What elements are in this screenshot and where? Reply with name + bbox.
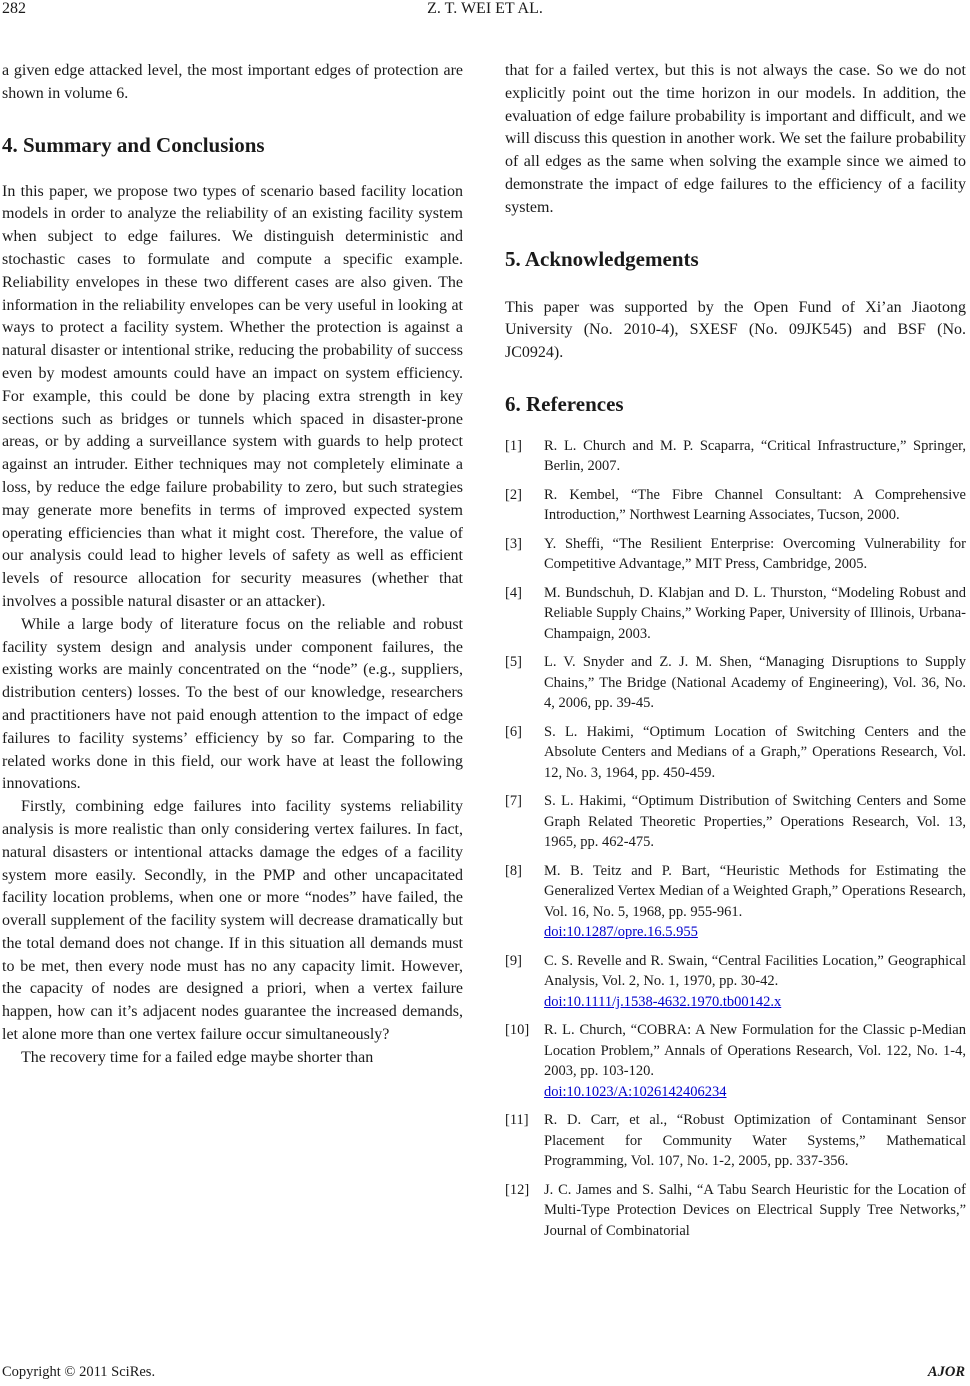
reference-number: [3]	[505, 535, 522, 552]
reference-number: [5]	[505, 654, 522, 671]
reference-number: [11]	[505, 1112, 529, 1129]
reference-number: [8]	[505, 862, 522, 879]
reference-item	[505, 1020, 966, 1102]
reference-text: C. S. Revelle and R. Swain, “Central Facilities Location,” Geographical Analysis, Vol. 2, No. 1, 1970, pp. 30-42.	[544, 952, 966, 990]
reference-item	[505, 722, 966, 784]
doi-link[interactable]: doi:10.1287/opre.16.5.955	[544, 924, 698, 941]
summary-paragraph-3: Firstly, combining edge failures into facility systems reliability analysis is more realistic than only considering vertex failures. In fact, natural disasters or intentional attacks damage the edges of a facility system more easily. Secondly, in the PMP and other uncapacitated facility location problems, when one or more “nodes” have failed, the overall supplement of the facility system will decrease dramatically but the total demand does not change. If in this situation all demands must to be met, then every node must has no any capacity limit. However, the capacity of nodes are designed a priori, when a vertex failure happen, how can it’s adjacent nodes guarantee the increased demands, let alone more than one vertex failure occur simultaneously?	[2, 798, 463, 1044]
reference-number: [1]	[505, 437, 522, 454]
running-title: Z. T. WEI ET AL.	[427, 0, 543, 17]
doi-link[interactable]: doi:10.1023/A:1026142406234	[544, 1083, 727, 1100]
reference-text: M. Bundschuh, D. Klabjan and D. L. Thurston, “Modeling Robust and Reliable Supply Chains,” Working Paper, University of Illinois, Urbana-Champaign, 2003.	[544, 584, 966, 642]
continuation-paragraph: that for a failed vertex, but this is not always the case. So we do not explicitly point out the time horizon in our models. In addition, the evaluation of edge failure probability is important and difficult, and we will discuss this question in another work. We set the failure probability of all edges as the same when solving the example since we aimed to demonstrate the impact of edge failures to the efficiency of a facility system.	[505, 62, 966, 216]
summary-paragraph-2: While a large body of literature focus on the reliable and robust facility system design and analysis under component failures, the existing works are mainly concentrated on the “node” (e.g., suppliers, distribution centers) losses. To the best of our knowledge, researchers and practitioners have not paid enough attention to the impact of edge failures to facility systems’ efficiency by so far. Comparing to the related works done in this field, our work have at least the following innovations.	[2, 615, 463, 793]
reference-text: S. L. Hakimi, “Optimum Location of Switching Centers and the Absolute Centers and Medians of a Graph,” Operations Research, Vol. 12, No. 3, 1964, pp. 450-459.	[544, 723, 966, 781]
reference-item	[505, 485, 966, 526]
section-5-heading: 5. Acknowledgements	[505, 246, 699, 271]
page-number: 282	[2, 0, 26, 17]
page-header	[0, 0, 970, 30]
reference-item	[505, 534, 966, 575]
reference-item	[505, 1110, 966, 1172]
reference-number: [6]	[505, 723, 522, 740]
reference-item	[505, 652, 966, 714]
section-4-heading: 4. Summary and Conclusions	[2, 132, 265, 157]
reference-text: Y. Sheffi, “The Resilient Enterprise: Overcoming Vulnerability for Competitive Advantage,” MIT Press, Cambridge, 2005.	[544, 535, 966, 573]
reference-number: [7]	[505, 793, 522, 810]
summary-paragraph-1: In this paper, we propose two types of scenario based facility location models in order to analyze the reliability of an existing facility system when subject to edge failures. We distinguish deterministic and stochastic cases to formulate and compute a specific example. Reliability envelopes in these two different cases are also given. The information in the reliability envelopes can be very useful in looking at ways to protect a facility system. Whether the protection is against a natural disaster or intentional strike, reducing the probability of success even by modest amounts could have an impact on system efficiency. For example, this could be done by placing extra strength in key sections such as bridges or tunnels which spaced in disaster-prone areas, or by adding a surveillance system with guards to help protect against an intruder. Either techniques may not completely eliminate a loss, by reduce the edge failure probability to zero, but such strategies may generate more benefits in terms of improved expected system operating efficiencies than what it might cost. Therefore, the value of our analysis could lead to higher levels of safety as well as efficient levels of resource allocation for security measures (whether that involves a possible natural disaster or an attacker).	[2, 182, 463, 610]
left-column	[2, 60, 463, 1070]
reference-number: [2]	[505, 486, 522, 503]
reference-item	[505, 583, 966, 645]
reference-text: J. C. James and S. Salhi, “A Tabu Search Heuristic for the Location of Multi-Type Protection Devices on Electrical Supply Tree Networks,” Journal of Combinatorial	[544, 1181, 966, 1239]
reference-text: S. L. Hakimi, “Optimum Distribution of Switching Centers and Some Graph Related Theoretic Properties,” Operations Research, Vol. 13, 1965, pp. 462-475.	[544, 793, 966, 851]
reference-text: M. B. Teitz and P. Bart, “Heuristic Methods for Estimating the Generalized Vertex Median of a Weighted Graph,” Operations Research, Vol. 16, No. 5, 1968, pp. 955-961.	[544, 862, 966, 920]
reference-text: L. V. Snyder and Z. J. M. Shen, “Managing Disruptions to Supply Chains,” The Bridge (National Academy of Engineering), Vol. 36, No. 4, 2006, pp. 39-45.	[544, 654, 966, 712]
acknowledgement-paragraph: This paper was supported by the Open Fund of Xi’an Jiaotong University (No. 2010-4), SXESF (No. 09JK545) and BSF (No. JC0924).	[505, 298, 966, 362]
reference-item	[505, 861, 966, 943]
reference-number: [4]	[505, 584, 522, 601]
reference-text: R. Kembel, “The Fibre Channel Consultant: A Comprehensive Introduction,” Northwest Learning Associates, Tucson, 2000.	[544, 486, 966, 524]
doi-link[interactable]: doi:10.1111/j.1538-4632.1970.tb00142.x	[544, 993, 782, 1010]
reference-number: [10]	[505, 1022, 530, 1039]
reference-item	[505, 436, 966, 477]
section-6-heading: 6. References	[505, 391, 624, 416]
intro-paragraph: a given edge attacked level, the most important edges of protection are shown in volume 6.	[2, 62, 463, 102]
journal-abbrev: AJOR	[927, 1364, 965, 1380]
reference-item	[505, 951, 966, 1013]
right-column	[505, 60, 966, 1249]
reference-list	[505, 436, 966, 1242]
reference-text: R. L. Church and M. P. Scaparra, “Critical Infrastructure,” Springer, Berlin, 2007.	[544, 437, 966, 475]
reference-item	[505, 791, 966, 853]
summary-paragraph-4: The recovery time for a failed edge maybe shorter than	[21, 1048, 374, 1066]
reference-item	[505, 1180, 966, 1242]
reference-number: [9]	[505, 952, 522, 969]
copyright-text: Copyright © 2011 SciRes.	[2, 1364, 156, 1380]
reference-text: R. D. Carr, et al., “Robust Optimization of Contaminant Sensor Placement for Community Water Systems,” Mathematical Programming, Vol. 107, No. 1-2, 2005, pp. 337-356.	[544, 1112, 966, 1170]
reference-text: R. L. Church, “COBRA: A New Formulation for the Classic p-Median Location Problem,” Annals of Operations Research, Vol. 122, No. 1-4, 2003, pp. 103-120.	[544, 1022, 966, 1080]
reference-number: [12]	[505, 1181, 530, 1198]
